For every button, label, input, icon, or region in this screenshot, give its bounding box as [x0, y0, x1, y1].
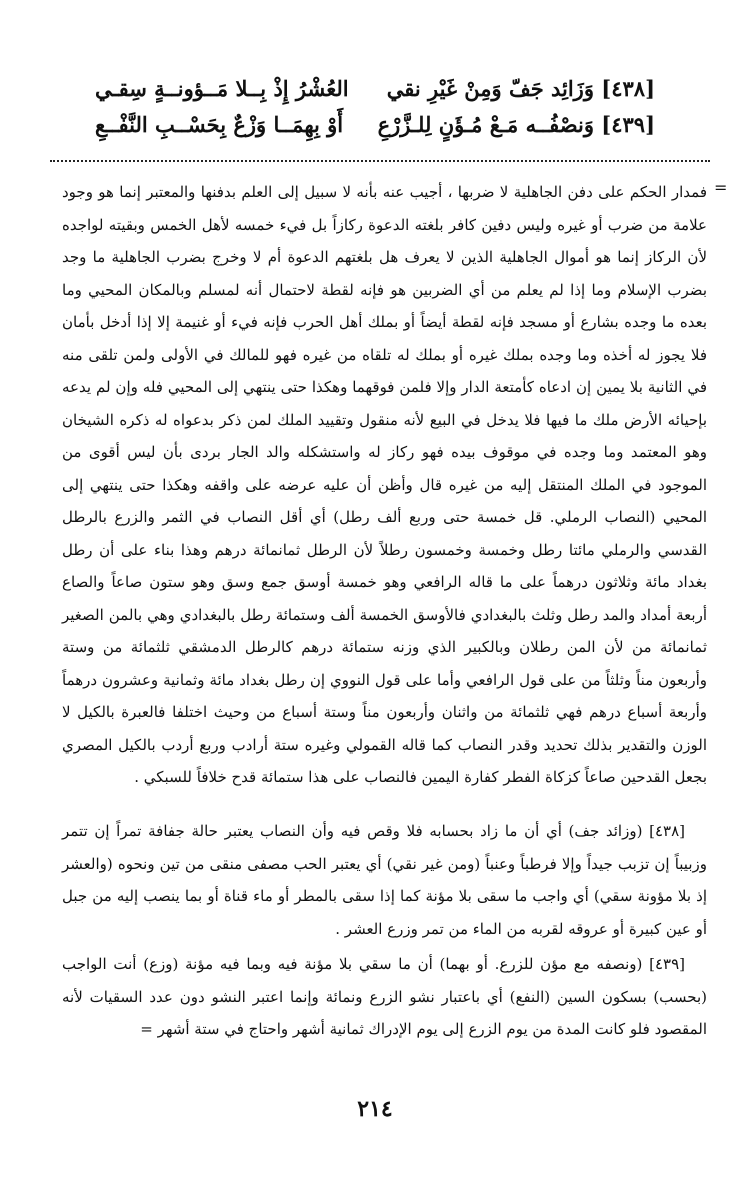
verse-438-first-hemistich: [٤٣٨] وَزَائِد جَفّ وَمِنْ غَيْرِ نقي: [386, 76, 655, 101]
note-438: [62, 815, 707, 945]
dotted-separator: [50, 160, 710, 162]
note-439: [62, 948, 707, 1046]
verse-438: [95, 72, 655, 108]
verse-439-second-hemistich: أَوْ بِهِمَــا وَزْعٌ بِحَسْــبِ النَّفْــعِ: [95, 112, 344, 137]
page-number: ٢١٤: [357, 1096, 393, 1122]
note-438-text: [٤٣٨] (وزائد جف) أي أن ما زاد بحسابه فلا وقص فيه وأن النصاب يعتبر حالة جفافة تمراً إن تتمر وزبيباً إن تزبب جيداً وإلا فرطباً وعنباً (ومن غير نقي) أي يعتبر الحب مصفى منقى من تين ونحوه (والعشر إذ بلا مؤونة سقي) أي واجب ما سقى بلا مؤنة كما إذا سقى بالمطر أو ماء قناة أو بما ينصب إليه من جبل أو عين كبيرة أو عروقه لقربه من الماء من تمر وزرع العشر .: [62, 822, 707, 938]
verse-438-second-hemistich: العُشْرُ إِذْ بِــلا مَــؤونــةٍ سِقـي: [95, 76, 349, 101]
verse-439-first-hemistich: [٤٣٩] وَنصْفُــه مَـعْ مُـؤَنٍ لِلـزَّرْعِ: [377, 112, 655, 137]
commentary-paragraph: فمدار الحكم على دفن الجاهلية لا ضربها ، أجيب عنه بأنه لا سبيل إلى العلم بدفنها والمعتبر إنما هو وجود علامة من ضرب أو غيره وليس دفين كافر بلغته الدعوة ركازاً بل فيء خمسه لأهل الخمس وبقيته لواجده لأن الركاز إنما هو أموال الجاهلية الذين لا يعرف هل بلغتهم الدعوة أم لا وخرج بضرب الجاهلية ما وجد بضرب الإسلام وما إذا لم يعلم من أي الضربين هو فإنه لقطة لاحتمال أنه لمسلم وبالمكان المحيي وما بعده ما وجده بشارع أو مسجد فإنه لقطة أيضاً أو بملك أهل الحرب فإنه فيء أو غنيمة إلا إذا أدخل بأمان فلا يجوز له أخذه وما وجده بملك غيره أو بملك له تلقاه من غيره فهو للمالك في الأولى ولمن تلقى منه في الثانية بلا يمين إن ادعاه كأمتعة الدار وإلا فلمن فوقهما وهكذا حتى ينتهي إلى المحيي فله وإن لم يدعه بإحيائه الأرض ملك ما فيها فلا يدخل في البيع لأنه منقول وتقييد الملك لمن ذكر بدعواه له ذكره الشيخان وهو المعتمد وما وجده في موقوف بيده فهو ركاز له واستشكله والد الجار بردى بأن ليس أقوى من الموجود في الملك المنتقل إليه من غيره قال وأظن أن عليه عرضه على واقفه وهكذا حتى ينتهي إلى المحيي (النصاب الرملي. قل خمسة حتى وربع ألف رطل) أي أقل النصاب في الثمر والزرع بالرطل القدسي والرملي مائتا رطل وخمسة وخمسون رطلاً لأن الرطل ثمانمائة درهم وهذا بناء على أن رطل بغداد مائة وثلاثون درهماً على ما قاله الرافعي وهو خمسة أوسق جمع وسق وهو ستون صاعاً والصاع أربعة أمداد والمد رطل وثلث بالبغدادي فالأوسق الخمسة ألف وستمائة رطل بالبغدادي وهي بالمن الصغير ثمانمائة من لأن المن رطلان وبالكبير الذي وزنه ستمائة درهم كالرطل الدمشقي ثلثمائة من وستة وأربعون مناً وثلثاً من على قول الرافعي وأما على قول النووي إن رطل بغداد مائة وثمانية وعشرون درهماً وأربعة أسباع درهم فهي ثلثمائة من واثنان وأربعون مناً وستة أسباع من وحيث اختلفا فالعبرة بالكيل لا الوزن والتقدير بذلك تحديد وقدر النصاب كما قاله القمولي وغيره ستة أرادب وربع أردب بالكيل المصري بجعل القدحين صاعاً كزكاة الفطر كفارة اليمين فالنصاب على هذا ستمائة قدح خلافاً للسبكي .: [62, 183, 708, 786]
continuation-mark-start: =: [714, 178, 728, 197]
verse-block: [95, 72, 655, 148]
verse-439: [95, 108, 655, 144]
note-439-text: [٤٣٩] (ونصفه مع مؤن للزرع. أو بهما) أن ما سقي بلا مؤنة فيه وبما فيه مؤنة (وزع) أنت الواجب (بحسب) بسكون السين (النفع) أي باعتبار نشو الزرع ونمائة وإنما اعتبر النشو دون عدد السقيات لأنه المقصود فلو كانت المدة من يوم الزرع إلى يوم الإدراك ثمانية أشهر واحتاج في ستة أشهر =: [62, 955, 707, 1038]
